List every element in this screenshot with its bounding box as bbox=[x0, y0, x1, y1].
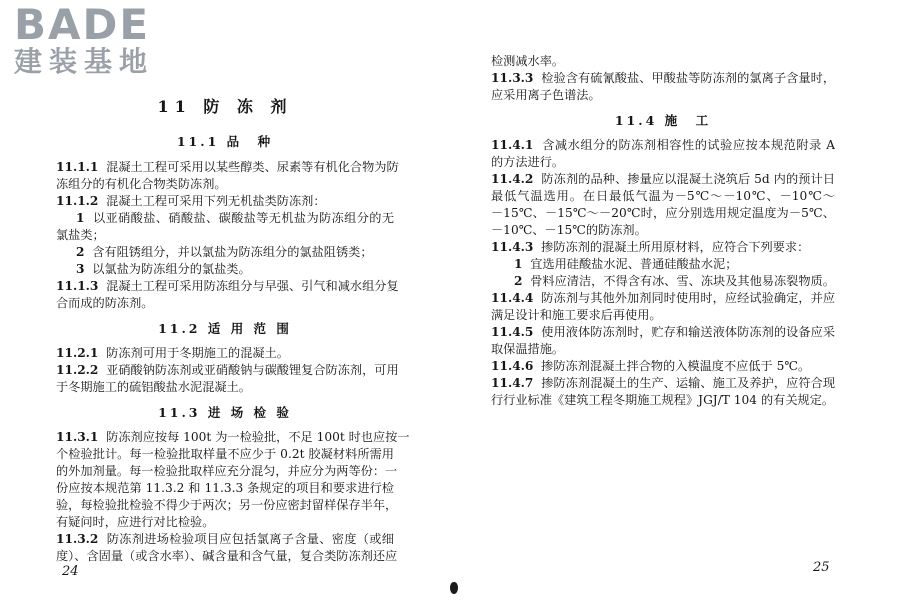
clause-11-4-1-line2: 的方法进行。 bbox=[491, 155, 565, 169]
clause-number: 11.2.2 bbox=[56, 363, 99, 377]
clause-11-3-1-line5: 验，每检验批检验不得少于两次；另一份应密封留样保存半年， bbox=[56, 498, 398, 512]
clause-11-1-2-line1: 11.1.2 混凝土工程可采用下列无机盐类防冻剂： bbox=[56, 194, 326, 208]
clause-11-1-1-line2: 冻组分的有机化合物类防冻剂。 bbox=[56, 177, 227, 191]
clause-11-1-3-line2: 合而成的防冻剂。 bbox=[56, 296, 154, 310]
clause-11-3-2-line2: 度）、含固量（或含水率）、碱含量和含气量，复合类防冻剂还应 bbox=[56, 549, 398, 563]
bade-logo bbox=[14, 2, 174, 80]
list-item-2: 2 骨料应清洁，不得含有冰、雪、冻块及其他易冻裂物质。 bbox=[514, 274, 835, 288]
list-item-1-line1: 1 以亚硝酸盐、硝酸盐、碳酸盐等无机盐为防冻组分的无 bbox=[76, 211, 395, 225]
clause-11-3-1-line2: 个检验批计。每一检验批取样量不应少于 0.2t 胶凝材料所需用 bbox=[56, 447, 394, 461]
clause-11-4-1-line1: 11.4.1 含减水组分的防冻剂相容性的试验应按本规范附录 A bbox=[491, 138, 835, 152]
logo-wordmark: BADE bbox=[14, 0, 151, 49]
clause-number: 11.4.5 bbox=[491, 325, 534, 339]
clause-number: 11.1.2 bbox=[56, 194, 99, 208]
clause-11-2-1: 11.2.1 防冻剂可用于冬期施工的混凝土。 bbox=[56, 346, 289, 360]
logo-subtitle: 建装基地 bbox=[14, 45, 155, 78]
clause-number: 11.2.1 bbox=[56, 346, 99, 360]
clause-11-4-4-line2: 满足设计和施工要求后再使用。 bbox=[491, 308, 662, 322]
clause-number: 11.4.7 bbox=[491, 376, 534, 390]
section-11-4-title: 11.4 施 工 bbox=[614, 113, 712, 128]
clause-number: 11.4.3 bbox=[491, 240, 534, 254]
clause-11-3-2-line1: 11.3.2 防冻剂进场检验项目应包括氯离子含量、密度（或细 bbox=[56, 532, 394, 546]
clause-11-3-3-line2: 应采用离子色谱法。 bbox=[491, 88, 601, 102]
list-item-2: 2 含有阻锈组分，并以氯盐为防冻组分的氯盐阻锈类； bbox=[76, 245, 373, 259]
chapter-title: 11 防 冻 剂 bbox=[157, 97, 293, 116]
clause-number: 11.3.2 bbox=[56, 532, 99, 546]
page-number-right: 25 bbox=[813, 560, 830, 575]
clause-11-4-7-line1: 11.4.7 掺防冻剂混凝土的生产、运输、施工及养护，应符合现 bbox=[491, 376, 836, 390]
clause-11-4-4-line1: 11.4.4 防冻剂与其他外加剂同时使用时，应经试验确定，并应 bbox=[491, 291, 836, 305]
clause-11-4-7-line2: 行行业标准《建筑工程冬期施工规程》JGJ/T 104 的有关规定。 bbox=[491, 393, 835, 407]
clause-11-4-3-line1: 11.4.3 掺防冻剂的混凝土所用原材料，应符合下列要求： bbox=[491, 240, 810, 254]
list-item-3: 3 以氯盐为防冻组分的氯盐类。 bbox=[76, 262, 251, 276]
clause-number: 11.1.3 bbox=[56, 279, 99, 293]
list-item-1: 1 宜选用硅酸盐水泥、普通硅酸盐水泥； bbox=[514, 257, 738, 271]
section-11-1-title: 11.1 品 种 bbox=[176, 134, 274, 149]
clause-11-4-2-line2: 最低气温选用。在日最低气温为－5℃～－10℃、－10℃～ bbox=[491, 189, 835, 203]
list-item-1-line2: 氯盐类； bbox=[56, 228, 105, 242]
clause-number: 11.3.3 bbox=[491, 71, 534, 85]
clause-number: 11.1.1 bbox=[56, 160, 99, 174]
clause-11-2-2-line2: 于冬期施工的硫铝酸盐水泥混凝土。 bbox=[56, 380, 251, 394]
section-11-2-title: 11.2 适 用 范 围 bbox=[158, 321, 292, 336]
clause-11-3-1-line1: 11.3.1 防冻剂应按每 100t 为一检验批，不足 100t 时也应按一 bbox=[56, 430, 410, 444]
clause-number: 11.4.1 bbox=[491, 138, 534, 152]
clause-11-4-2-line1: 11.4.2 防冻剂的品种、掺量应以混凝土浇筑后 5d 内的预计日 bbox=[491, 172, 836, 186]
clause-number: 11.4.6 bbox=[491, 359, 534, 373]
clause-11-3-1-line4: 份应按本规范第 11.3.2 和 11.3.3 条规定的项目和要求进行检 bbox=[56, 481, 394, 495]
clause-11-3-1-line3: 的外加剂量。每一检验批取样应充分混匀，并应分为两等份：一 bbox=[56, 464, 398, 478]
clause-11-4-5-line2: 取保温措施。 bbox=[491, 342, 565, 356]
clause-11-3-3-line1: 11.3.3 检验含有硫氰酸盐、甲酸盐等防冻剂的氯离子含量时， bbox=[491, 71, 836, 85]
ink-blot bbox=[450, 582, 458, 594]
clause-11-2-2-line1: 11.2.2 亚硝酸钠防冻剂或亚硝酸钠与碳酸锂复合防冻剂，可用 bbox=[56, 363, 399, 377]
clause-11-4-2-line3: －15℃、－15℃～－20℃时，应分别选用规定温度为－5℃、 bbox=[491, 206, 835, 220]
section-11-3-title: 11.3 进 场 检 验 bbox=[158, 405, 292, 420]
page-number-left: 24 bbox=[62, 564, 79, 579]
continuation-line: 检测减水率。 bbox=[491, 54, 565, 68]
clause-11-1-1-line1: 11.1.1 混凝土工程可采用以某些醇类、尿素等有机化合物为防 bbox=[56, 160, 399, 174]
clause-number: 11.3.1 bbox=[56, 430, 99, 444]
clause-11-3-1-line6: 有疑问时，应进行对比检验。 bbox=[56, 515, 215, 529]
clause-11-4-5-line1: 11.4.5 使用液体防冻剂时，贮存和输送液体防冻剂的设备应采 bbox=[491, 325, 836, 339]
clause-11-1-3-line1: 11.1.3 混凝土工程可采用防冻组分与早强、引气和减水组分复 bbox=[56, 279, 399, 293]
clause-number: 11.4.4 bbox=[491, 291, 534, 305]
clause-11-4-6: 11.4.6 掺防冻剂混凝土拌合物的入模温度不应低于 5℃。 bbox=[491, 359, 811, 373]
clause-number: 11.4.2 bbox=[491, 172, 534, 186]
clause-11-4-2-line4: －10℃、－15℃的防冻剂。 bbox=[491, 223, 647, 237]
